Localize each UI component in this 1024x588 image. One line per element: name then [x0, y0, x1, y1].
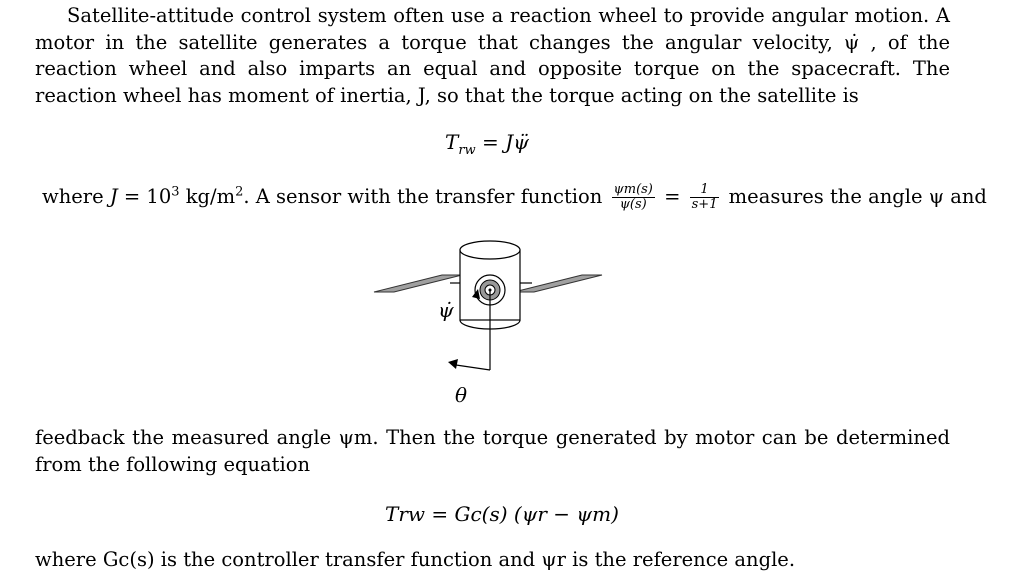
torque-equation	[445, 130, 529, 158]
fraction-numerator: ψm(s)	[613, 182, 653, 197]
fraction-equals: =	[657, 185, 687, 208]
psi-dot-label: ψ̇	[438, 298, 454, 322]
units-exponent: 2	[235, 184, 244, 200]
where-prefix: where	[42, 185, 110, 208]
controller-sentence: where Gc(s) is the controller transfer function and ψr is the reference angle.	[35, 548, 796, 571]
equals-sign: =	[475, 130, 506, 154]
theta-arc	[456, 365, 490, 370]
fraction2-denominator: s+1	[691, 197, 718, 212]
left-solar-panel	[374, 275, 462, 292]
fraction-denominator: ψ(s)	[619, 197, 647, 212]
torque-symbol: T	[445, 130, 459, 154]
inertia-value: = 10	[117, 185, 172, 208]
sensor-transfer-fraction	[612, 183, 655, 212]
intro-paragraph: Satellite-attitude control system often use a reaction wheel to provide angular motion. A motor in the satellite generates a torque that changes the angular velocity, ψ̇ , of the reaction wheel and also imparts an equal and opposite torque on the spacecraft. The reaction wheel has moment of inertia, J, so that the torque acting on the satellite is	[35, 4, 950, 107]
theta-arrow	[448, 359, 458, 369]
inertia-units: kg/m	[179, 185, 236, 208]
sensor-sentence	[42, 183, 987, 212]
sensor-text: . A sensor with the transfer function	[243, 185, 609, 208]
sensor-suffix: measures the angle ψ and	[722, 185, 987, 208]
inertia-exponent: 3	[171, 184, 180, 200]
body-top	[460, 241, 520, 259]
sensor-transfer-rhs	[690, 183, 720, 212]
controller-equation: Trw = Gc(s) (ψr − ψm)	[385, 502, 619, 526]
fraction2-numerator: 1	[690, 183, 720, 198]
inertia-symbol: J	[109, 185, 118, 208]
torque-subscript: rw	[458, 143, 476, 158]
satellite-diagram	[360, 235, 620, 410]
feedback-paragraph: feedback the measured angle ψm. Then the torque generated by motor can be determined from the following equation	[35, 426, 950, 476]
theta-label: θ	[455, 383, 468, 407]
torque-rhs: Jψ̈	[505, 130, 529, 154]
